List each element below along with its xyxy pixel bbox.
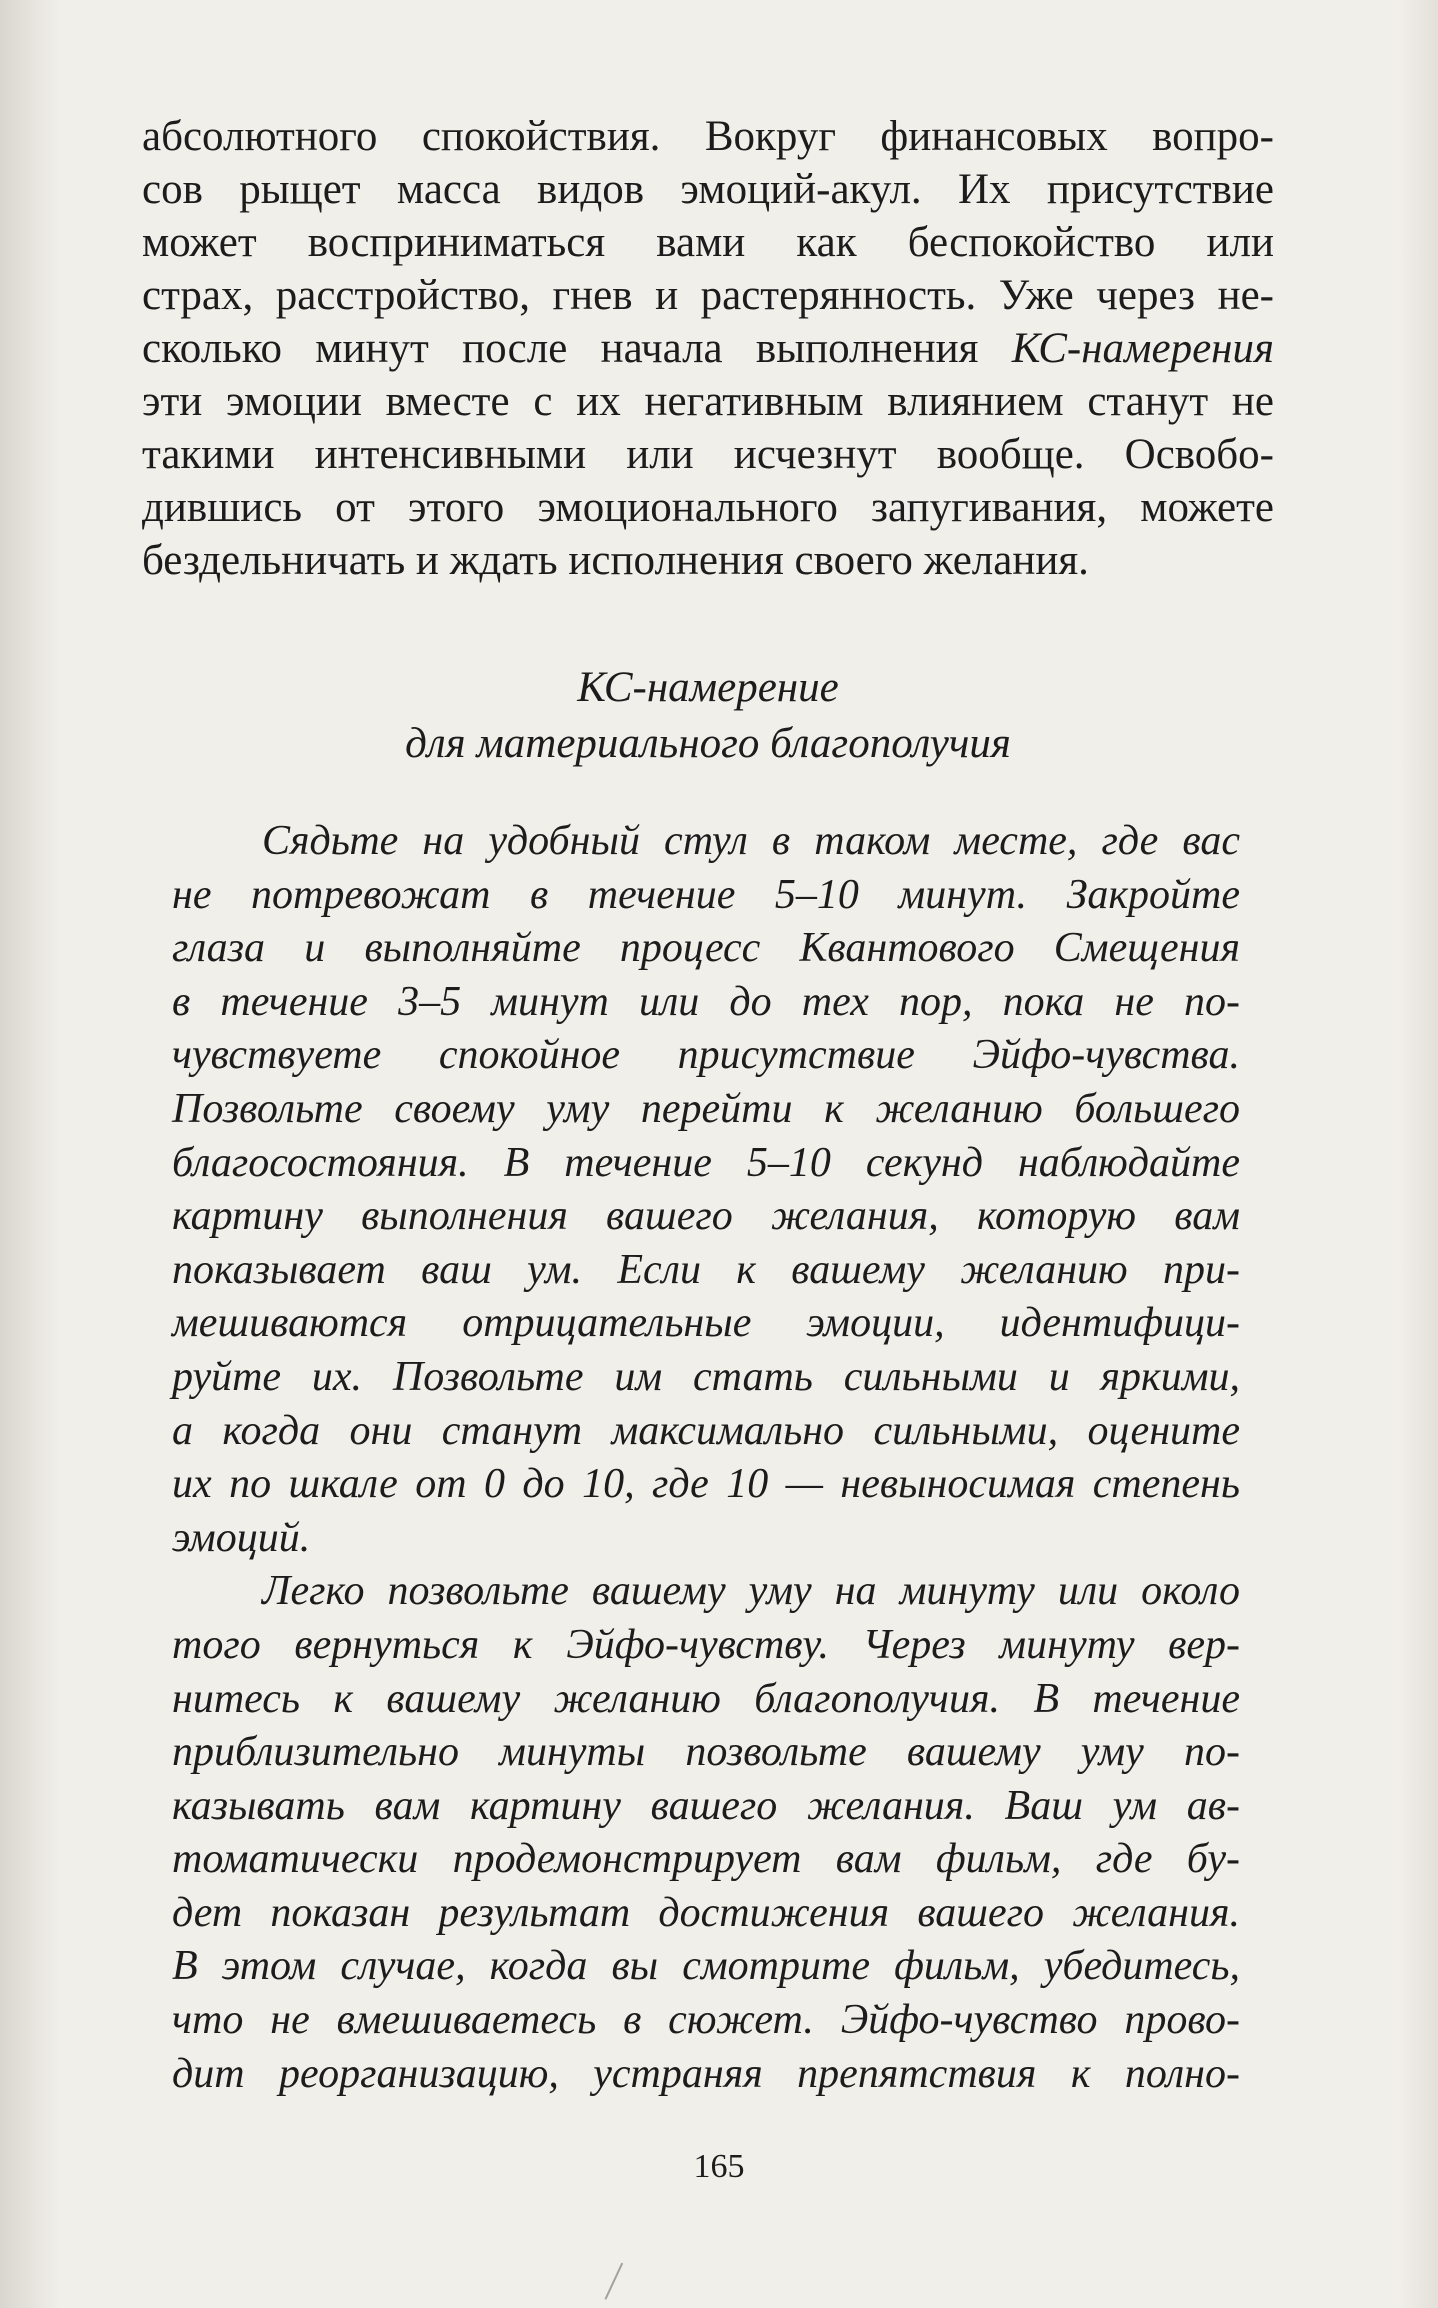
text-line: благосостояния. В течение 5–10 секунд наблюдайте [172, 1139, 1240, 1186]
text-line: руйте их. Позвольте им стать сильными и яркими, [172, 1353, 1240, 1400]
text-line: томатически продемонстрирует вам фильм, где бу- [172, 1836, 1240, 1883]
page-edge-shadow-left [0, 0, 60, 2308]
text-line: в течение 3–5 минут или до тех пор, пока не по- [172, 978, 1240, 1025]
text-line: бездельничать и ждать исполнения своего желания. [142, 537, 1089, 584]
text-line: того вернуться к Эйфо-чувству. Через минуту вер- [172, 1621, 1240, 1668]
text-line: такими интенсивными или исчезнут вообще. Освобо- [142, 431, 1274, 478]
text-line: картину выполнения вашего желания, которую вам [172, 1193, 1240, 1240]
section-heading-line-2: для материального благополучия [405, 720, 1011, 767]
text-line: глаза и выполняйте процесс Квантового Смещения [172, 925, 1240, 972]
text-line: показывает ваш ум. Если к вашему желанию при- [172, 1246, 1240, 1293]
text-line: казывать вам картину вашего желания. Ваш ум ав- [172, 1782, 1240, 1829]
section-heading-line-1: КС-намерение [577, 664, 839, 711]
text-line: эти эмоции вместе с их негативным влиянием станут не [142, 378, 1274, 425]
text-line: дет показан результат достижения вашего желания. [172, 1889, 1240, 1936]
text-line: а когда они станут максимально сильными, оцените [172, 1407, 1240, 1454]
text-line: приблизительно минуты позвольте вашему уму по- [172, 1729, 1240, 1776]
text-line: страх, расстройство, гнев и растерянность. Уже через не- [142, 272, 1274, 319]
instructions-block [172, 815, 1240, 2101]
text-line: что не вмешиваетесь в сюжет. Эйфо-чувство прово- [172, 1997, 1240, 2044]
text-line: Сядьте на удобный стул в таком месте, где вас [262, 818, 1240, 864]
text-line [142, 322, 1274, 375]
text-line: абсолютного спокойствия. Вокруг финансовых вопро- [142, 113, 1274, 160]
page-number: 165 [693, 2148, 745, 2185]
text-line: нитесь к вашему желанию благополучия. В течение [172, 1675, 1240, 1722]
text-line: эмоций. [172, 1514, 311, 1561]
text-line: не потревожат в течение 5–10 минут. Закройте [172, 871, 1240, 918]
scan-mark [604, 2263, 639, 2308]
page-edge-shadow-right [1398, 0, 1438, 2308]
body-paragraph [142, 110, 1274, 587]
text-line: Легко позвольте вашему уму на минуту или около [262, 1568, 1240, 1615]
text-line: дит реорганизацию, устраняя препятствия к полно- [172, 2050, 1240, 2097]
text-line: сов рыщет масса видов эмоций-акул. Их присутствие [142, 166, 1274, 213]
text-line: чувствуете спокойное присутствие Эйфо-чувства. [172, 1032, 1240, 1079]
text-line: мешиваются отрицательные эмоции, идентифици- [172, 1300, 1240, 1347]
text-line: может восприниматься вами как беспокойство или [142, 219, 1274, 266]
italic-term: КС-намерения [1011, 325, 1274, 372]
text-line: Позвольте своему уму перейти к желанию большего [172, 1085, 1240, 1132]
text-line: В этом случае, когда вы смотрите фильм, убедитесь, [172, 1943, 1240, 1990]
text-line: их по шкале от 0 до 10, где 10 — невыносимая степень [172, 1461, 1240, 1508]
text-fragment: сколько минут после начала выполнения [142, 325, 1012, 372]
text-line: дившись от этого эмоционального запугивания, можете [142, 484, 1274, 531]
